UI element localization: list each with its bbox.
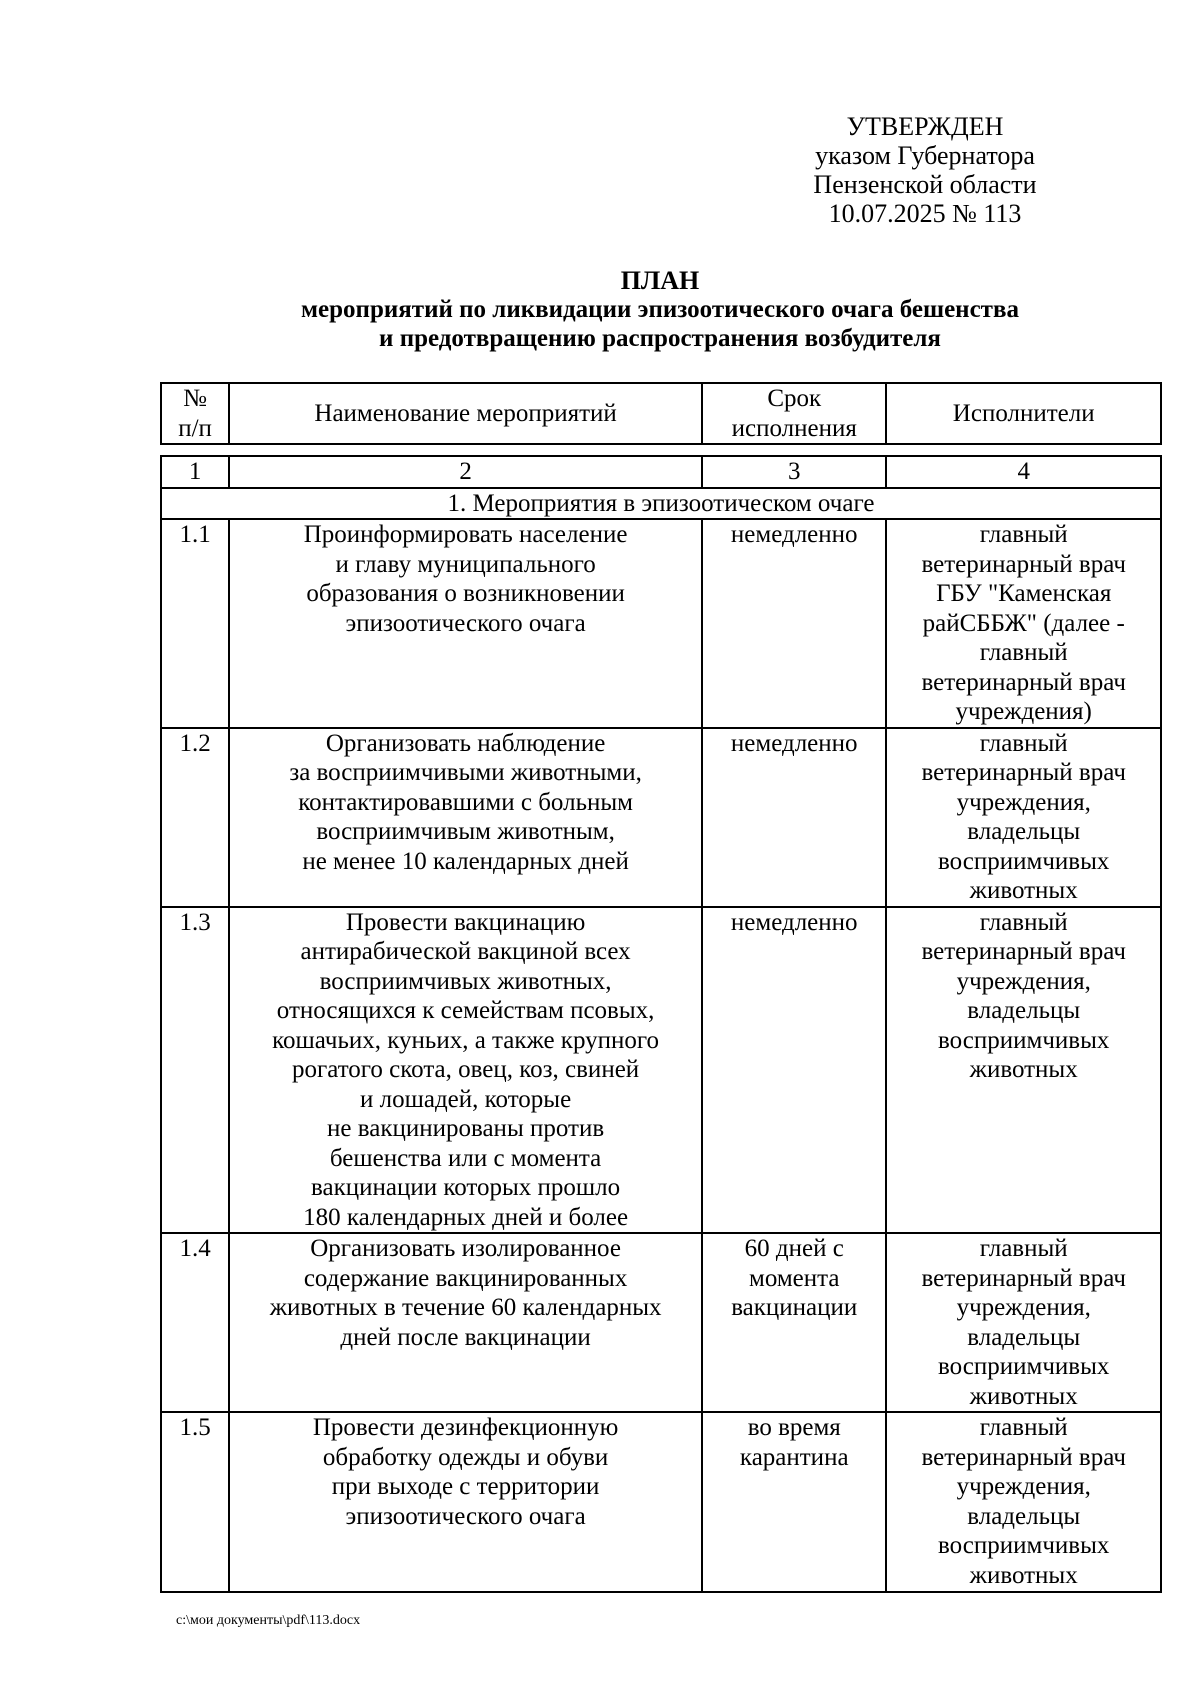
row-name-line: кошачьих, куньих, а также крупного bbox=[272, 1026, 660, 1054]
row-number: 1.3 bbox=[161, 907, 229, 1234]
header-term bbox=[702, 383, 886, 444]
row-term bbox=[702, 1233, 886, 1412]
table-row bbox=[161, 1233, 1161, 1412]
row-exec-line: владельцы bbox=[967, 997, 1081, 1024]
row-name-line: образования о возникновении bbox=[306, 580, 625, 607]
row-exec-line: главный bbox=[979, 521, 1068, 548]
row-exec bbox=[886, 907, 1161, 1234]
row-exec-line: ветеринарный врач bbox=[921, 1264, 1126, 1292]
header-term-line: Срок bbox=[767, 385, 822, 412]
row-exec bbox=[886, 519, 1161, 728]
column-number: 3 bbox=[702, 456, 886, 488]
row-term bbox=[702, 907, 886, 1234]
column-number: 2 bbox=[229, 456, 702, 488]
row-exec-line: райСББЖ" (далее - bbox=[922, 609, 1125, 637]
row-term-line: 60 дней с bbox=[744, 1235, 844, 1262]
row-name-line: антирабической вакциной всех bbox=[300, 938, 631, 965]
row-name-line: Организовать изолированное bbox=[310, 1235, 621, 1262]
row-name bbox=[229, 907, 702, 1234]
row-exec-line: восприимчивых bbox=[938, 1026, 1110, 1054]
table-row bbox=[161, 907, 1161, 1234]
row-exec-line: учреждения, bbox=[956, 1473, 1091, 1500]
row-term bbox=[702, 1412, 886, 1592]
row-name-line: Проинформировать население bbox=[303, 521, 628, 548]
column-numbers-row bbox=[161, 456, 1161, 488]
title-line: мероприятий по ликвидации эпизоотического очага бешенства bbox=[301, 296, 1019, 323]
row-name-line: содержание вакцинированных bbox=[303, 1264, 628, 1292]
row-name-line: и главу муниципального bbox=[335, 550, 596, 578]
header-row bbox=[161, 383, 1161, 444]
row-name-line: Провести вакцинацию bbox=[345, 908, 586, 936]
row-exec-line: главный bbox=[979, 1414, 1068, 1441]
row-exec-line: владельцы bbox=[967, 1323, 1081, 1351]
header-exec: Исполнители bbox=[886, 383, 1161, 444]
title-line: и предотвращению распространения возбудителя bbox=[379, 325, 941, 352]
row-exec bbox=[886, 728, 1161, 907]
row-exec-line: главный bbox=[979, 1235, 1068, 1262]
row-exec-line: ветеринарный врач bbox=[921, 668, 1126, 696]
row-exec-line: животных bbox=[969, 1561, 1078, 1589]
row-exec-line: ветеринарный врач bbox=[921, 938, 1126, 965]
table-row bbox=[161, 519, 1161, 728]
row-exec-line: животных bbox=[969, 1382, 1078, 1410]
approval-line: Пензенской области bbox=[813, 170, 1037, 199]
row-exec-line: животных bbox=[969, 1056, 1078, 1083]
row-name-line: не вакцинированы против bbox=[327, 1115, 605, 1142]
row-exec-line: главный bbox=[979, 729, 1068, 757]
approval-date-number: 10.07.2025 № 113 bbox=[828, 199, 1022, 228]
row-name-line: вакцинации которых прошло bbox=[311, 1174, 621, 1201]
row-term-line: карантина bbox=[739, 1443, 849, 1471]
row-name-line: рогатого скота, овец, коз, свиней bbox=[292, 1056, 640, 1083]
row-exec-line: ветеринарный врач bbox=[921, 1443, 1126, 1471]
row-exec-line: владельцы bbox=[967, 1502, 1081, 1530]
row-exec-line: восприимчивых bbox=[938, 847, 1110, 875]
row-name-line: эпизоотического очага bbox=[345, 1502, 586, 1530]
plan-table bbox=[160, 455, 1162, 1593]
header-num-line: № bbox=[183, 385, 207, 412]
row-exec-line: владельцы bbox=[967, 818, 1081, 845]
row-exec-line: ветеринарный врач bbox=[921, 759, 1126, 786]
row-exec-line: ветеринарный врач bbox=[921, 550, 1126, 578]
table-row bbox=[161, 1412, 1161, 1592]
header-name: Наименование мероприятий bbox=[229, 383, 702, 444]
header-term-line: исполнения bbox=[731, 414, 857, 442]
approval-line: указом Губернатора bbox=[815, 141, 1035, 170]
row-term-line: немедленно bbox=[730, 729, 858, 757]
row-term-line: момента bbox=[749, 1264, 840, 1292]
row-name-line: 180 календарных дней и более bbox=[303, 1203, 629, 1231]
row-term-line: во время bbox=[747, 1414, 841, 1441]
row-name-line: при выходе с территории bbox=[331, 1473, 600, 1500]
row-exec-line: ГБУ "Каменская bbox=[936, 580, 1112, 607]
row-name-line: обработку одежды и обуви bbox=[322, 1443, 609, 1471]
row-term-line: немедленно bbox=[730, 521, 858, 548]
row-name-line: восприимчивым животным, bbox=[316, 818, 615, 845]
approval-block bbox=[760, 112, 1090, 228]
footer-file-path: c:\мои документы\pdf\113.docx bbox=[176, 1613, 361, 1628]
column-number: 4 bbox=[886, 456, 1161, 488]
row-name-line: животных в течение 60 календарных bbox=[269, 1294, 662, 1321]
table-row bbox=[161, 728, 1161, 907]
row-number: 1.1 bbox=[161, 519, 229, 728]
row-number: 1.5 bbox=[161, 1412, 229, 1592]
row-number: 1.4 bbox=[161, 1233, 229, 1412]
approval-line: УТВЕРЖДЕН bbox=[846, 112, 1004, 141]
row-exec bbox=[886, 1412, 1161, 1592]
row-term-line: немедленно bbox=[730, 908, 858, 936]
row-term-line: вакцинации bbox=[731, 1294, 858, 1321]
header-num-line: п/п bbox=[178, 414, 212, 442]
row-exec-line: главный bbox=[979, 908, 1068, 936]
row-name-line: контактировавшими с больным bbox=[298, 788, 633, 816]
row-name-line: Организовать наблюдение bbox=[325, 729, 606, 757]
row-name-line: и лошадей, которые bbox=[360, 1085, 572, 1113]
row-term bbox=[702, 728, 886, 907]
row-name bbox=[229, 519, 702, 728]
section-row bbox=[161, 488, 1161, 520]
header-table bbox=[160, 382, 1162, 445]
row-exec-line: животных bbox=[969, 877, 1078, 904]
row-name bbox=[229, 728, 702, 907]
row-name bbox=[229, 1233, 702, 1412]
row-exec-line: учреждения, bbox=[956, 1294, 1091, 1321]
row-exec bbox=[886, 1233, 1161, 1412]
row-name-line: не менее 10 календарных дней bbox=[302, 847, 629, 875]
row-name-line: бешенства или с момента bbox=[329, 1144, 602, 1172]
row-name-line: эпизоотического очага bbox=[345, 609, 586, 637]
document-title bbox=[160, 266, 1160, 353]
row-exec-line: главный bbox=[979, 639, 1068, 666]
row-name bbox=[229, 1412, 702, 1592]
row-exec-line: учреждения, bbox=[956, 967, 1091, 995]
row-name-line: дней после вакцинации bbox=[340, 1323, 591, 1351]
row-name-line: Провести дезинфекционную bbox=[312, 1414, 619, 1441]
row-term bbox=[702, 519, 886, 728]
row-exec-line: восприимчивых bbox=[938, 1353, 1110, 1380]
row-exec-line: учреждения) bbox=[955, 698, 1092, 725]
header-num bbox=[161, 383, 229, 444]
row-name-line: за восприимчивыми животными, bbox=[289, 759, 642, 786]
section-title: 1. Мероприятия в эпизоотическом очаге bbox=[161, 488, 1161, 520]
row-exec-line: учреждения, bbox=[956, 788, 1091, 816]
column-number: 1 bbox=[161, 456, 229, 488]
row-exec-line: восприимчивых bbox=[938, 1532, 1110, 1559]
row-name-line: восприимчивых животных, bbox=[319, 967, 612, 995]
row-name-line: относящихся к семействам псовых, bbox=[276, 997, 655, 1024]
plan-heading: ПЛАН bbox=[620, 266, 700, 295]
row-number: 1.2 bbox=[161, 728, 229, 907]
